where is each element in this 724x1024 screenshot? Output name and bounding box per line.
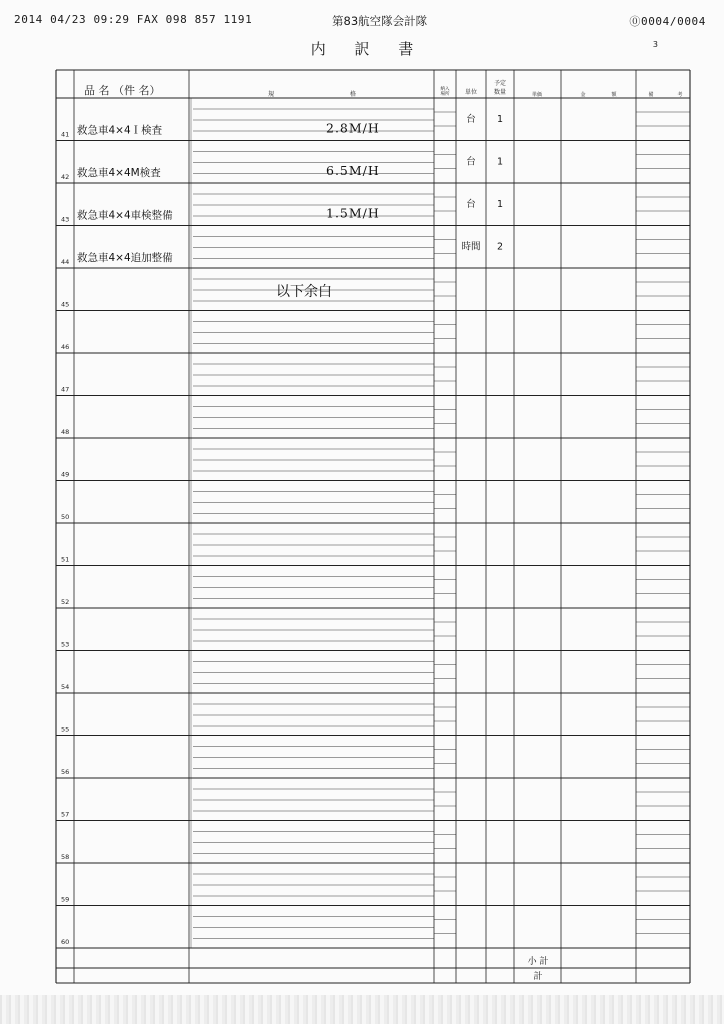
total-label: 計: [533, 972, 543, 982]
row-number: 54: [61, 683, 70, 691]
column-header-delivery-1: 納入: [440, 87, 450, 92]
row-number: 47: [61, 385, 70, 394]
row-number: 60: [61, 938, 70, 946]
row-number: 43: [61, 215, 70, 224]
remark-below-blank: 以下余白: [276, 284, 332, 300]
row-number: 57: [61, 810, 70, 819]
row-number: 53: [61, 640, 70, 649]
item-unit: 台: [466, 114, 476, 125]
row-number: 48: [61, 428, 70, 436]
column-header-amount-1: 金: [580, 92, 586, 98]
row-number: 49: [61, 470, 70, 479]
column-header-delivery-2: 場所: [440, 92, 450, 97]
page-number: 3: [652, 40, 658, 49]
row-number: 56: [61, 768, 70, 776]
row-number: 45: [61, 300, 70, 309]
fax-header-sender: 2014 04/23 09:29 FAX 098 857 1191: [14, 13, 253, 26]
item-quantity: 2: [496, 241, 504, 253]
fax-header-organization: 第83航空隊会計隊: [332, 14, 428, 28]
column-header-unit-price: 単価: [531, 92, 543, 98]
page-title: 内 訳 書: [310, 40, 426, 58]
item-quantity: 1: [496, 199, 504, 210]
item-name: 救急車4×4車検整備: [77, 209, 173, 222]
column-header-amount-2: 額: [611, 92, 617, 98]
row-number: 41: [61, 130, 70, 139]
row-number: 58: [61, 853, 70, 861]
item-name: 救急車4×4追加整備: [77, 252, 173, 264]
row-number: 46: [61, 343, 70, 351]
column-header-qty-1: 予定: [493, 80, 507, 87]
row-number: 59: [61, 895, 70, 904]
item-spec: 1.5M/H: [326, 205, 380, 221]
column-header-spec-1: 規: [268, 91, 275, 98]
item-name: 救急車4×4Ｉ検査: [77, 124, 163, 137]
subtotal-label: 小 計: [527, 957, 549, 967]
item-name: 救急車4×4M検査: [77, 167, 161, 179]
row-number: 52: [61, 598, 70, 606]
fax-header-page-counter: ⓪0004/0004: [629, 15, 706, 28]
column-header-qty-2: 数量: [493, 89, 507, 96]
item-quantity: 1: [496, 114, 504, 125]
item-spec: 2.8M/H: [326, 120, 380, 136]
item-unit: 台: [466, 156, 476, 168]
row-number: 55: [61, 725, 70, 734]
item-spec: 6.5M/H: [326, 163, 380, 178]
row-number: 42: [61, 173, 70, 181]
item-unit: 台: [466, 199, 476, 210]
row-number: 44: [61, 258, 70, 266]
column-header-remarks-2: 考: [677, 92, 683, 98]
column-header-item: 品 名 （件 名）: [84, 84, 161, 97]
item-quantity: 1: [496, 156, 504, 168]
row-number: 50: [61, 513, 70, 521]
row-number: 51: [61, 555, 70, 564]
column-header-remarks-1: 備: [648, 92, 654, 98]
column-header-unit: 単位: [464, 89, 478, 96]
scan-noise-strip: [0, 995, 724, 1024]
column-header-spec-2: 格: [350, 91, 357, 98]
item-unit: 時間: [461, 241, 481, 253]
